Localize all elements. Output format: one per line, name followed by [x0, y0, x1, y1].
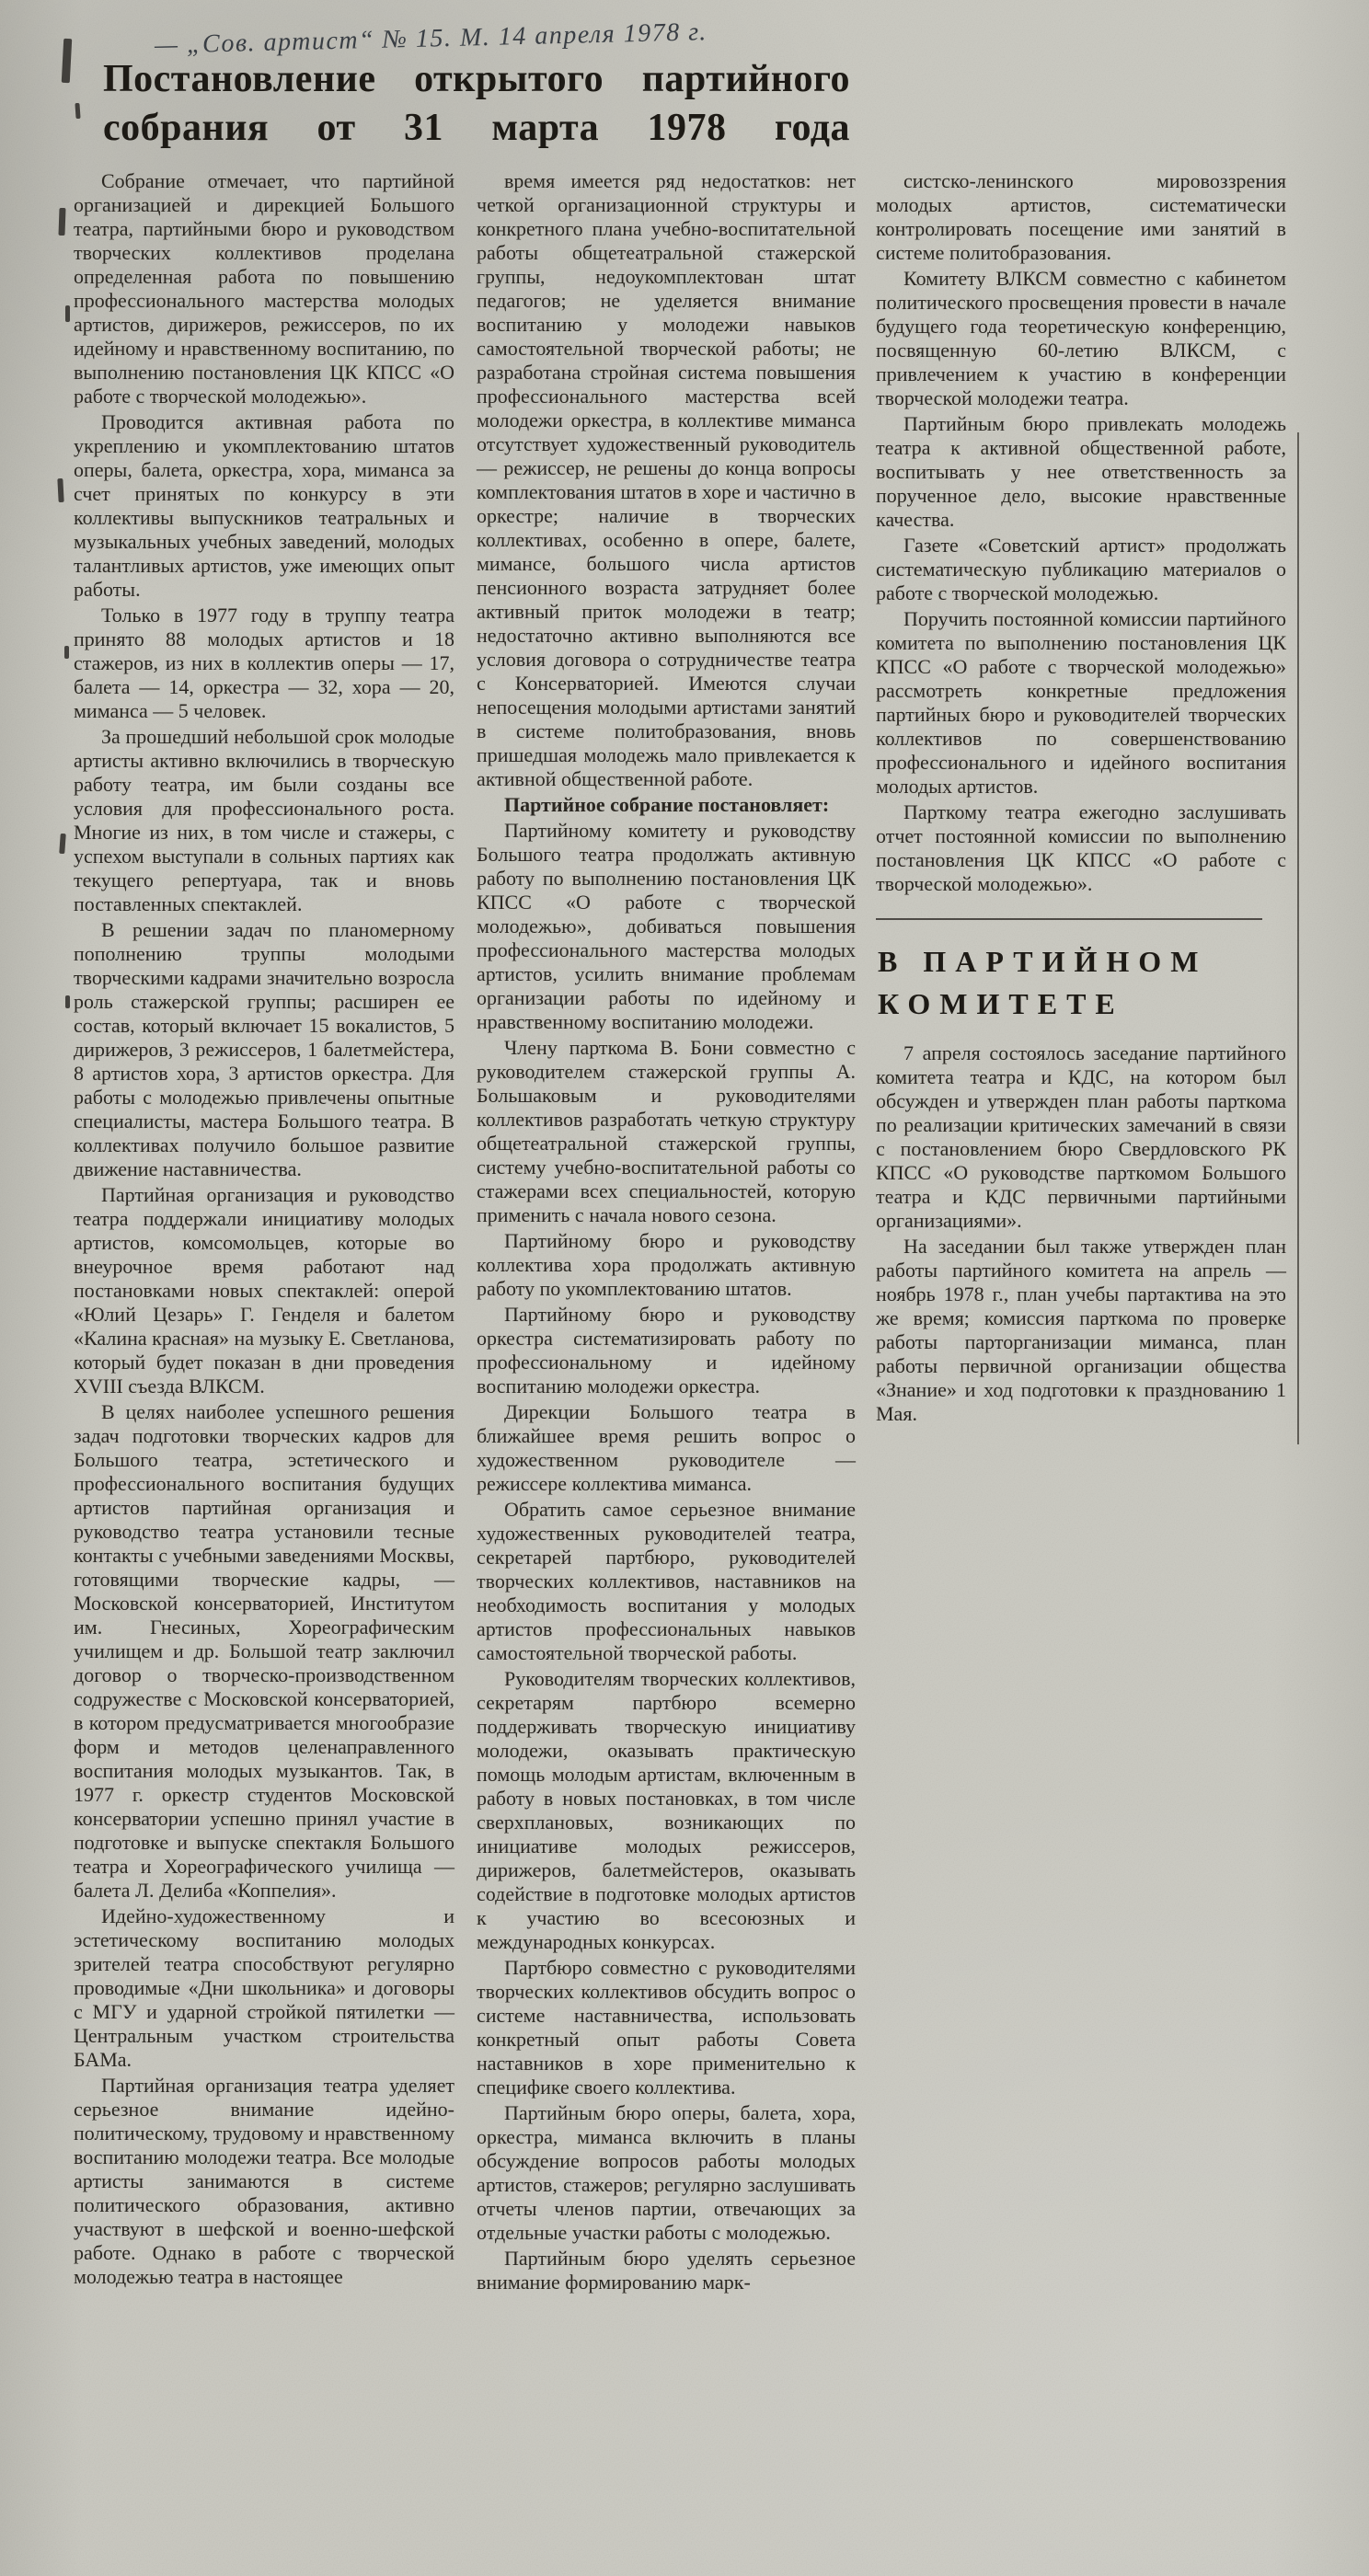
paragraph: Руководителям творческих коллективов, секретарям партбюро всемерно поддерживать творческую инициативу молодежи, оказывать практическую помощь молодым артистам, включенным в работу в новых постановках, в том числе сверхплановых, возникающих по инициативе молодых режиссеров, дирижеров, балетмейстеров, оказывать содействие в подготовке молодых артистов к участию во всесоюзных и международных конкурсах. — [477, 1667, 856, 1953]
paragraph: Партийная организация театра уделяет серьезное внимание идейно-политическому, трудовому и нравственному воспитанию молодежи театра. Все молодые артисты занимаются в системе политического образования, активно участвуют в шефской и военно-шефской работе. Однако в работе с творческой молодежью театра в настоящее — [74, 2074, 454, 2288]
section-title-line-2: КОМИТЕТЕ — [878, 987, 1124, 1020]
paragraph: Партийному бюро и руководству коллектива хора продолжать активную работу по укомплектованию штатов. — [477, 1229, 856, 1300]
article-column-2 — [477, 169, 856, 2296]
paragraph: На заседании был также утвержден план работы партийного комитета на апрель — ноябрь 1978 г., план учебы партактива на это же время; комиссия парткома по проверке работы парторганизации миманса, план работы первичной организации общества «Знание» и ход подготовки к празднованию 1 Мая. — [876, 1235, 1286, 1425]
scan-artifact — [62, 39, 72, 83]
paragraph: Партийное собрание постановляет: — [504, 793, 830, 816]
headline-line-1: Постановление открытого партийного — [103, 58, 850, 100]
paragraph: Партийным бюро привлекать молодежь театра к активной общественной работе, воспитывать у нее ответственность за порученное дело, высокие нравственные качества. — [876, 412, 1286, 531]
paragraph: В решении задач по планомерному пополнению труппы молодыми творческими кадрами значительно возросла роль стажерской группы; расширен ее состав, который включает 15 вокалистов, 5 дирижеров, 3 режиссеров, 1 балетмейстера, 8 артистов хора, 3 артистов оркестра. Для работы с молодежью привлечены опытные специалисты, мастера Большого театра. В коллективах получило большое развитие движение наставничества. — [74, 918, 454, 1180]
paragraph: Обратить самое серьезное внимание художественных руководителей театра, секретарей партбюро, руководителей творческих коллективов, наставников на необходимость воспитания у молодых артистов профессиональных навыков самостоятельной творческой работы. — [477, 1498, 856, 1664]
column-rule-vertical — [1297, 432, 1299, 1444]
paragraph: Партийная организация и руководство театра поддержали инициативу молодых артистов, комсомольцев, которые во внеурочное время работают над постановками новых спектаклей: оперой «Юлий Цезарь» Г. Генделя и балетом «Калина красная» на музыку Е. Светланова, который будет показан в дни проведения XVIII съезда ВЛКСМ. — [74, 1183, 454, 1397]
article-column-3-top — [876, 169, 1286, 896]
section-title — [878, 940, 1286, 1025]
paragraph: За прошедший небольшой срок молодые артисты активно включились в творческую работу театра, им были созданы все условия для профессионального роста. Многие из них, в том числе и стажеры, с успехом выступали в сольных партиях как текущего репертуара, так и вновь поставленных спектаклей. — [74, 725, 454, 915]
paragraph: Газете «Советский артист» продолжать систематическую публикацию материалов о работе с творческой молодежью. — [876, 534, 1286, 604]
scan-artifact — [65, 995, 70, 1008]
paragraph: время имеется ряд недостатков: нет четкой организационной структуры и конкретного плана учебно-воспитательной работы общетеатральной стажерской группы, недоукомплектован штат педагогов; не уделяется внимание воспитанию у молодежи навыков самостоятельной творческой работы; не разработана стройная система повышения профессионального мастерства всей молодежи оркестра, в коллективе миманса отсутствует художественный руководитель — режиссер, не решены до конца вопросы комплектования штатов в хоре и частично в оркестре; наличие в творческих коллективах, особенно в опере, балете, мимансе, большого числа артистов пенсионного возраста затрудняет более активный приток молодежи в театр; недостаточно активно выполняются все условия договора о сотрудничестве театра с Консерваторией. Имеются случаи непосещения молодыми артистами занятий в системе политобразования, вновь пришедшая молодежь мало привлекается к активной общественной работе. — [477, 169, 856, 790]
paragraph: Комитету ВЛКСМ совместно с кабинетом политического просвещения провести в начале будущего года теоретическую конференцию, посвященную 60-летию ВЛКСМ, с привлечением к участию в конференции творческой молодежи театра. — [876, 267, 1286, 409]
paragraph: Собрание отмечает, что партийной организацией и дирекцией Большого театра, партийными бюро и руководством творческих коллективов проделана определенная работа по повышению профессионального мастерства молодых артистов, дирижеров, режиссеров, по их идейному и нравственному воспитанию, по выполнению постановления ЦК КПСС «О работе с творческой молодежью». — [74, 169, 454, 408]
article-column-1 — [74, 169, 454, 2291]
scan-artifact — [59, 834, 66, 854]
handwritten-annotation: — „Сов. артист“ № 15. М. 14 апреля 1978 г. — [154, 17, 708, 60]
paragraph: Партийному бюро и руководству оркестра систематизировать работу по профессиональному и идейному воспитанию молодежи оркестра. — [477, 1303, 856, 1397]
headline-line-2: собрания от 31 марта 1978 года — [103, 107, 850, 149]
scan-artifact — [64, 646, 69, 659]
section-divider-rule — [876, 918, 1262, 920]
section-title-line-1: В ПАРТИЙНОМ — [878, 945, 1208, 978]
scan-artifact — [57, 478, 63, 502]
paragraph: Партийным бюро уделять серьезное внимание формированию марк- — [477, 2247, 856, 2294]
paragraph: Партийному комитету и руководству Большого театра продолжать активную работу по выполнению постановления ЦК КПСС «О работе с творческой молодежью», добиваться повышения профессионального мастерства молодых артистов, усилить внимание проблемам организации работы по идейному и нравственному воспитанию молодежи. — [477, 819, 856, 1033]
paragraph: Парткому театра ежегодно заслушивать отчет постоянной комиссии по выполнению постановления ЦК КПСС «О работе с творческой молодежью». — [876, 800, 1286, 895]
article-column-3-bottom — [876, 1041, 1286, 1426]
paragraph: 7 апреля состоялось заседание партийного комитета театра и КДС, на котором был обсужден и утвержден план работы парткома по реализации критических замечаний в связи с постановлением бюро Свердловского РК КПСС «О руководстве парткомом Большого театра и КДС первичными партийными организациями». — [876, 1041, 1286, 1232]
paragraph: Поручить постоянной комиссии партийного комитета по выполнению постановления ЦК КПСС «О работе с творческой молодежью» рассмотреть конкретные предложения партийных бюро и руководителей творческих коллективов по совершенствованию профессионального и идейного воспитания молодых артистов. — [876, 607, 1286, 798]
scan-artifact — [75, 103, 80, 119]
article-headline — [103, 55, 850, 153]
paragraph: Только в 1977 году в труппу театра принято 88 молодых артистов и 18 стажеров, из них в коллектив оперы — 17, балета — 14, оркестра — 32, хора — 20, миманса — 5 человек. — [74, 604, 454, 722]
scan-artifact — [65, 305, 70, 322]
paragraph: Члену парткома В. Бони совместно с руководителем стажерской группы А. Большаковым и руководителями коллективов разработать четкую структуру общетеатральной стажерской группы, систему учебно-воспитательной работы со стажерами всех специальностей, которую применить с начала нового сезона. — [477, 1036, 856, 1226]
paragraph: систско-ленинского мировоззрения молодых артистов, систематически контролировать посещение ими занятий в системе политобразования. — [876, 169, 1286, 264]
paragraph: Идейно-художественному и эстетическому воспитанию молодых зрителей театра способствуют регулярно проводимые «Дни школьника» и договоры с МГУ и ударной стройкой пятилетки — Центральным участком строительства БАМа. — [74, 1904, 454, 2071]
paragraph: Проводится активная работа по укреплению и укомплектованию штатов оперы, балета, оркестра, хора, миманса за счет принятых по конкурсу в эти коллективы выпускников театральных и музыкальных учебных заведений, молодых талантливых артистов, уже имеющих опыт работы. — [74, 410, 454, 601]
paragraph: Партбюро совместно с руководителями творческих коллективов обсудить вопрос о системе наставничества, использовать конкретный опыт работы Совета наставников в хоре применительно к специфике своего коллектива. — [477, 1956, 856, 2099]
scan-artifact — [58, 208, 65, 236]
article-column-3 — [876, 169, 1286, 1428]
paragraph: Партийным бюро оперы, балета, хора, оркестра, миманса включить в планы обсуждение вопросов работы молодых артистов, стажеров; регулярно заслушивать отчеты членов партии, отвечающих за отдельные участки работы с молодежью. — [477, 2101, 856, 2244]
paragraph: В целях наиболее успешного решения задач подготовки творческих кадров для Большого театра, эстетического и профессионального воспитания будущих артистов партийная организация и руководство театра установили тесные контакты с учебными заведениями Москвы, готовящими творческие кадры, — Московской консерваторией, Институтом им. Гнесиных, Хореографическим училищем и др. Большой театр заключил договор о творческо-производственном содружестве с Московской консерваторией, в котором предусматривается многообразие форм и методов целенаправленного воспитания молодых музыкантов. Так, в 1977 г. оркестр студентов Московской консерватории успешно принял участие в подготовке и выпуске спектакля Большого театра и Хореографического училища — балета Л. Делиба «Коппелия». — [74, 1400, 455, 1902]
paragraph: Дирекции Большого театра в ближайшее время решить вопрос о художественном руководителе — режиссере коллектива миманса. — [477, 1400, 856, 1495]
